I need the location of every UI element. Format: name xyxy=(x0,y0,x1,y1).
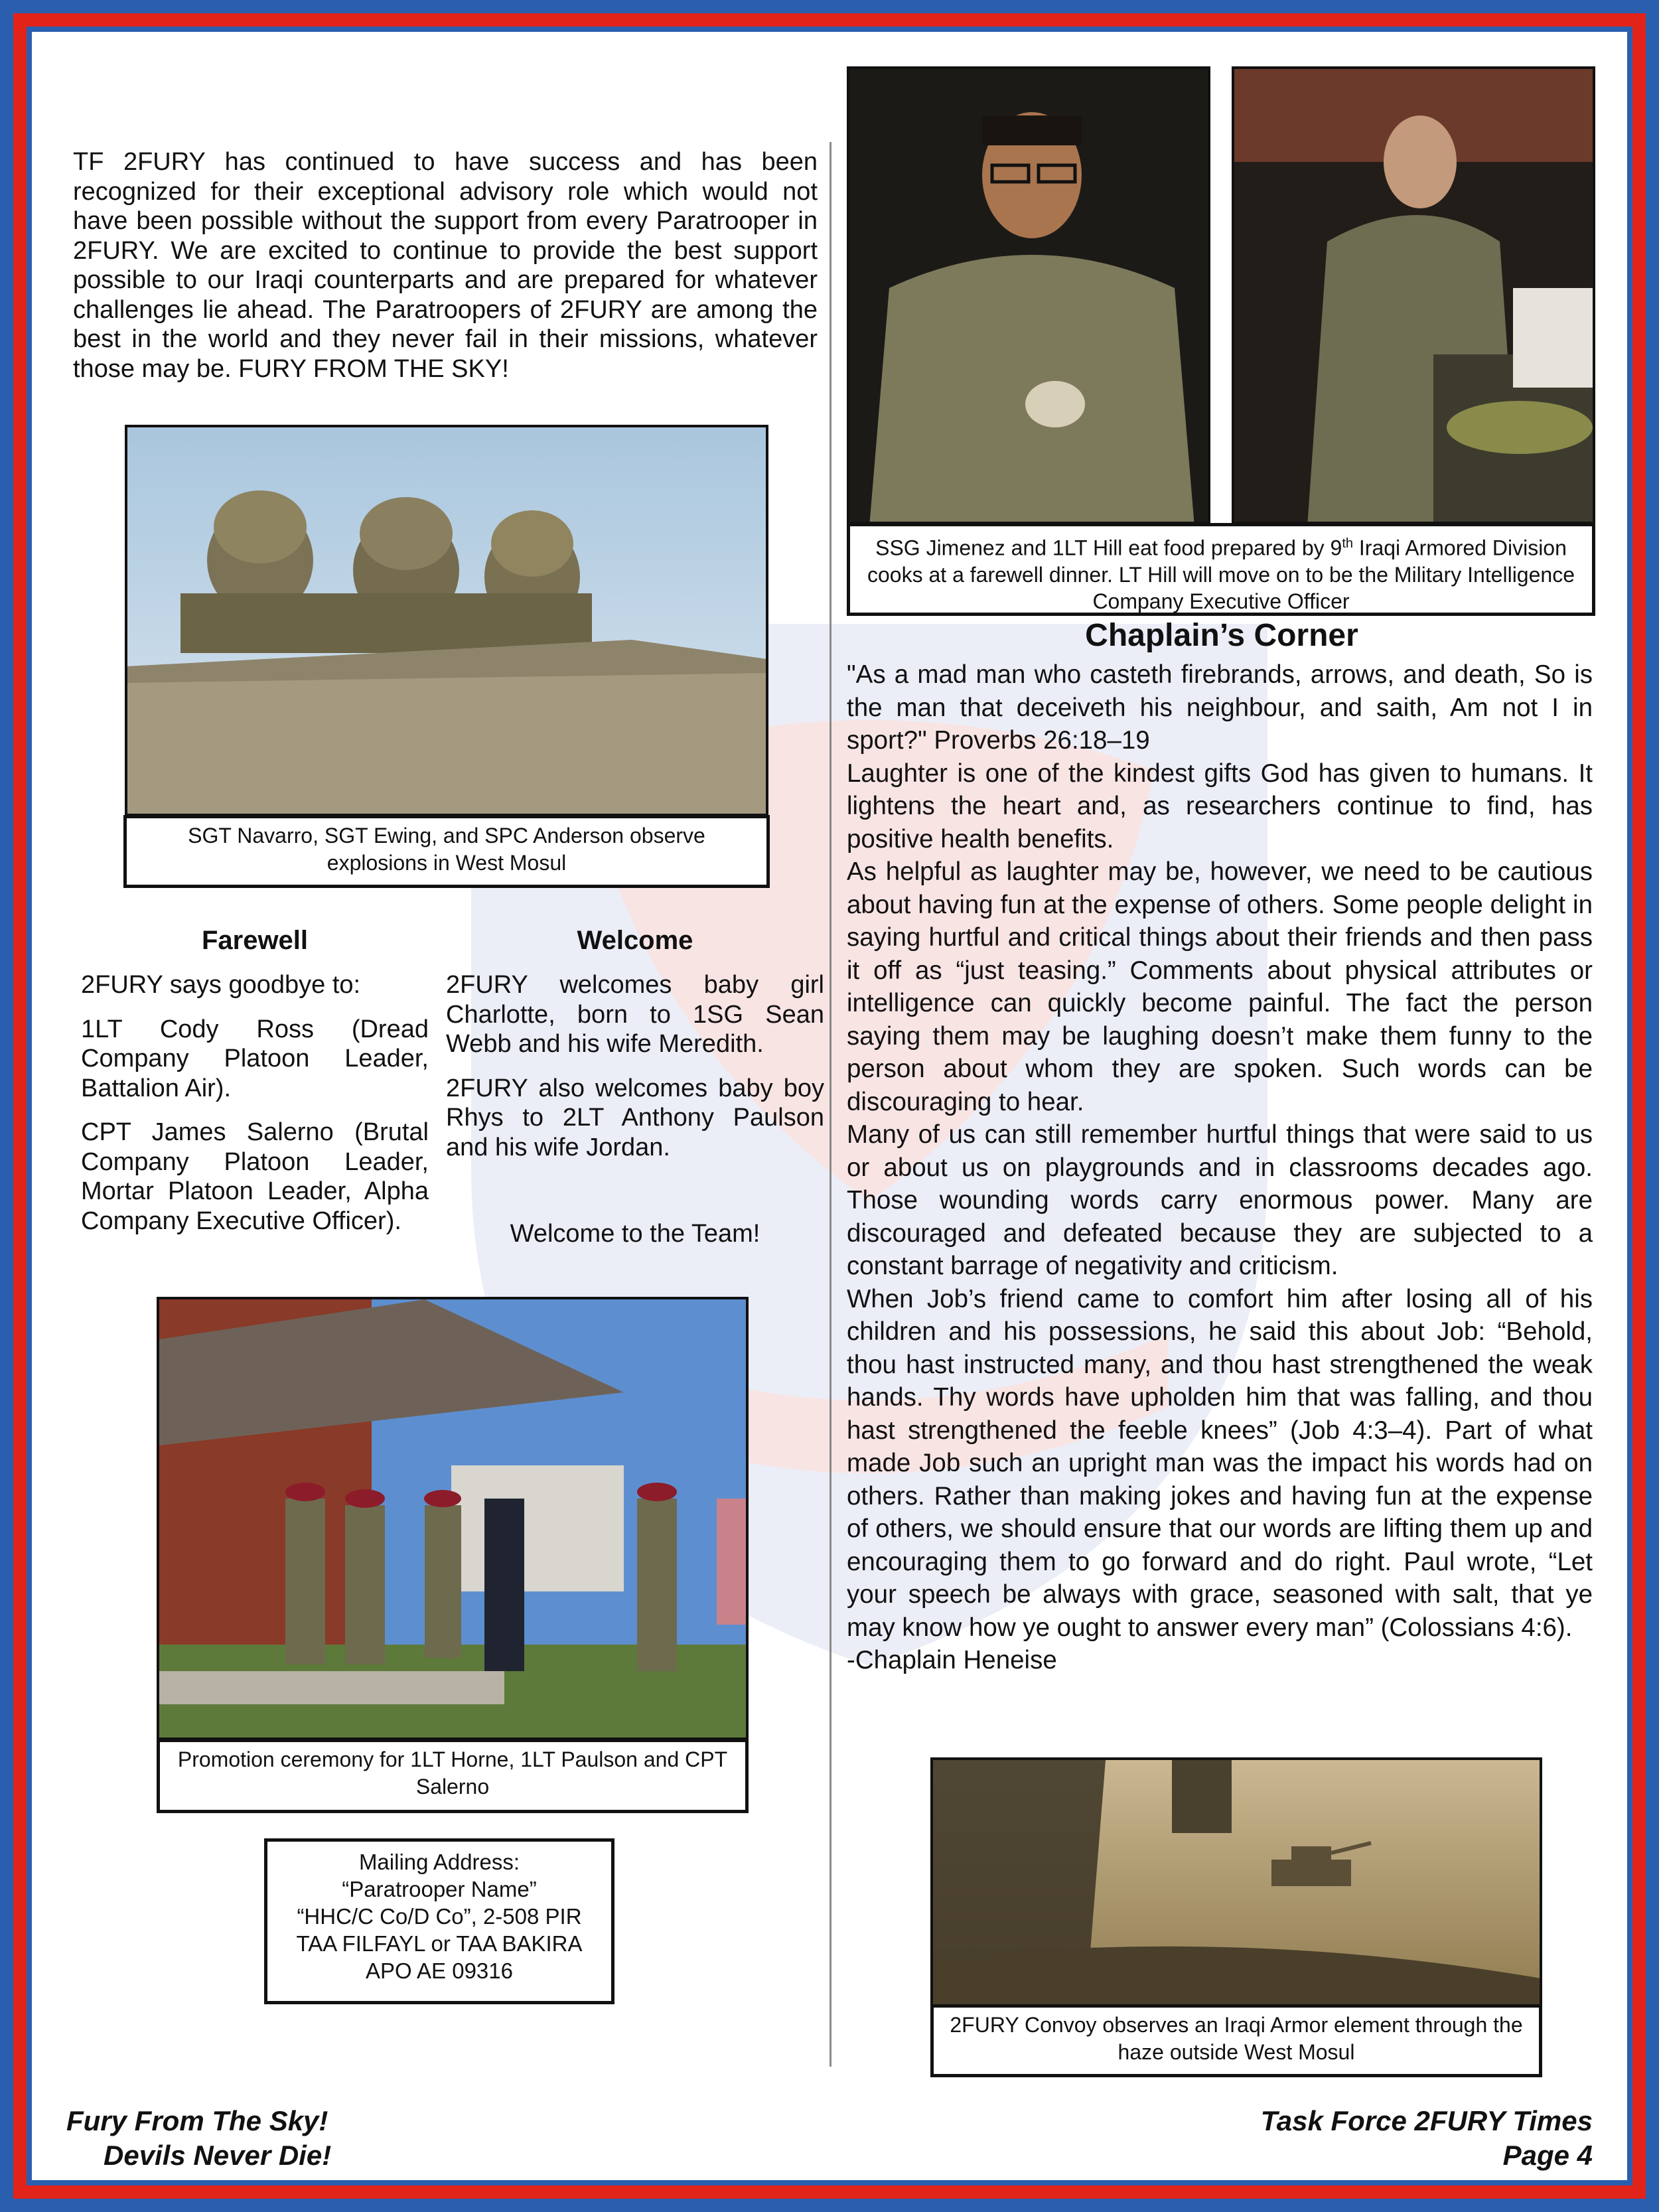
promotion-photo xyxy=(157,1297,749,1740)
footer-motto: Fury From The Sky! xyxy=(66,2105,328,2136)
observers-caption-text: SGT Navarro, SGT Ewing, and SPC Anderson observe explosions in West Mosul xyxy=(188,824,705,875)
promotion-caption xyxy=(157,1739,749,1813)
observers-photo xyxy=(125,425,768,816)
welcome-section xyxy=(446,926,824,1264)
farewell-section xyxy=(81,926,429,1250)
welcome-item: 2FURY welcomes baby girl Charlotte, born to 1SG Sean Webb and his wife Meredith. xyxy=(446,971,824,1058)
mailing-address-line: “HHC/C Co/D Co”, 2-508 PIR xyxy=(297,1904,582,1929)
page-number: Page 4 xyxy=(1502,2140,1593,2171)
mailing-address-line: “Paratrooper Name” xyxy=(342,1877,537,1901)
dinner-caption-text-b: Iraqi Armored Division cooks at a farewell dinner. LT Hill will move on to be the Military Intelligence Company Executive Officer xyxy=(867,536,1575,613)
mailing-address-box xyxy=(264,1838,614,2004)
mailing-address-line: Mailing Address: xyxy=(358,1850,520,1874)
chaplain-corner-title: Chaplain’s Corner xyxy=(1085,618,1358,653)
welcome-closing: Welcome to the Team! xyxy=(510,1220,760,1248)
farewell-item: 1LT Cody Ross (Dread Company Platoon Leader, Battalion Air). xyxy=(81,1015,429,1102)
footer-right xyxy=(1261,2104,1593,2173)
chaplain-paragraph: When Job’s friend came to comfort him after losing all of his children and his possessions, he said this about Job: “Behold, thou hast instructed many, and thou hast strengthened the weak hands. Thy words have upholden him that was falling, and thou hast strengthened the feeble knees” (Job 4:3–4). Part of what made Job such an upright man was the impact his words had on others. Rather than making jokes and having fun at the expense of others, we should ensure that our words are lifting them up and encouraging them to go forward and do right. Paul wrote, “Let your speech be always with grace, seasoned with salt, that ye may know how ye ought to answer every man” (Colossians 4:6). xyxy=(847,1284,1593,1642)
chaplain-paragraph: Many of us can still remember hurtful things that were said to us or about us on playgrounds and in classrooms decades ago. Those wounding words carry enormous power. Many are discouraged and defeated because they are subjected to a constant barrage of negativity and criticism. xyxy=(847,1120,1593,1280)
convoy-caption xyxy=(930,2004,1542,2077)
mailing-address-line: APO AE 09316 xyxy=(366,1958,513,1983)
convoy-photo xyxy=(930,1757,1542,2007)
dinner-photo-right xyxy=(1232,66,1595,524)
column-divider xyxy=(830,142,831,2067)
chaplain-signature: -Chaplain Heneise xyxy=(847,1646,1057,1674)
footer-left xyxy=(66,2104,331,2173)
convoy-caption-text: 2FURY Convoy observes an Iraqi Armor element through the haze outside West Mosul xyxy=(950,2013,1523,2064)
footer-motto-2: Devils Never Die! xyxy=(104,2140,332,2171)
farewell-title: Farewell xyxy=(201,926,309,955)
promotion-caption-text: Promotion ceremony for 1LT Horne, 1LT Paulson and CPT Salerno xyxy=(177,1747,728,1799)
welcome-title: Welcome xyxy=(577,926,693,955)
mailing-address-line: TAA FILFAYL or TAA BAKIRA xyxy=(296,1931,583,1956)
chaplain-paragraph: Laughter is one of the kindest gifts God has given to humans. It lightens the heart and, as researchers continue to find, has positive health benefits. xyxy=(847,759,1593,853)
chaplain-corner-body xyxy=(847,658,1593,1677)
dinner-caption-text-a: SSG Jimenez and 1LT Hill eat food prepared by 9 xyxy=(875,536,1342,560)
dinner-caption-superscript: th xyxy=(1342,536,1353,551)
farewell-intro: 2FURY says goodbye to: xyxy=(81,971,361,999)
chaplain-paragraph: As helpful as laughter may be, however, we need to be cautious about having fun at the expense of others. Some people delight in saying hurtful and critical things about their friends and then pass it off as “just teasing.” Comments about physical attributes or intelligence can quickly become painful. The fact the person saying them may be laughing doesn’t make them funny to the person about whom they are spoken. Such words can be discouraging to hear. xyxy=(847,857,1593,1116)
chaplain-paragraph: "As a mad man who casteth firebrands, arrows, and death, So is the man that deceiveth his neighbour, and saith, Am not I in sport?" Proverbs 26:18–19 xyxy=(847,660,1593,755)
dinner-caption xyxy=(847,523,1595,616)
welcome-item: 2FURY also welcomes baby boy Rhys to 2LT Anthony Paulson and his wife Jordan. xyxy=(446,1074,824,1161)
intro-paragraph: TF 2FURY has continued to have success and has been recognized for their exceptional advisory role which would not have been possible without the support from every Paratrooper in 2FURY. We are excited to continue to provide the best support possible to our Iraqi counterparts and are prepared for whatever challenges lie ahead. The Paratroopers of 2FURY are among the best in the world and they never fail in their missions, whatever those may be. FURY FROM THE SKY! xyxy=(73,148,818,383)
newsletter-title: Task Force 2FURY Times xyxy=(1260,2105,1593,2136)
dinner-photo-left xyxy=(847,66,1210,524)
observers-caption xyxy=(123,815,770,888)
farewell-item: CPT James Salerno (Brutal Company Platoon Leader, Mortar Platoon Leader, Alpha Company Executive Officer). xyxy=(81,1118,429,1235)
